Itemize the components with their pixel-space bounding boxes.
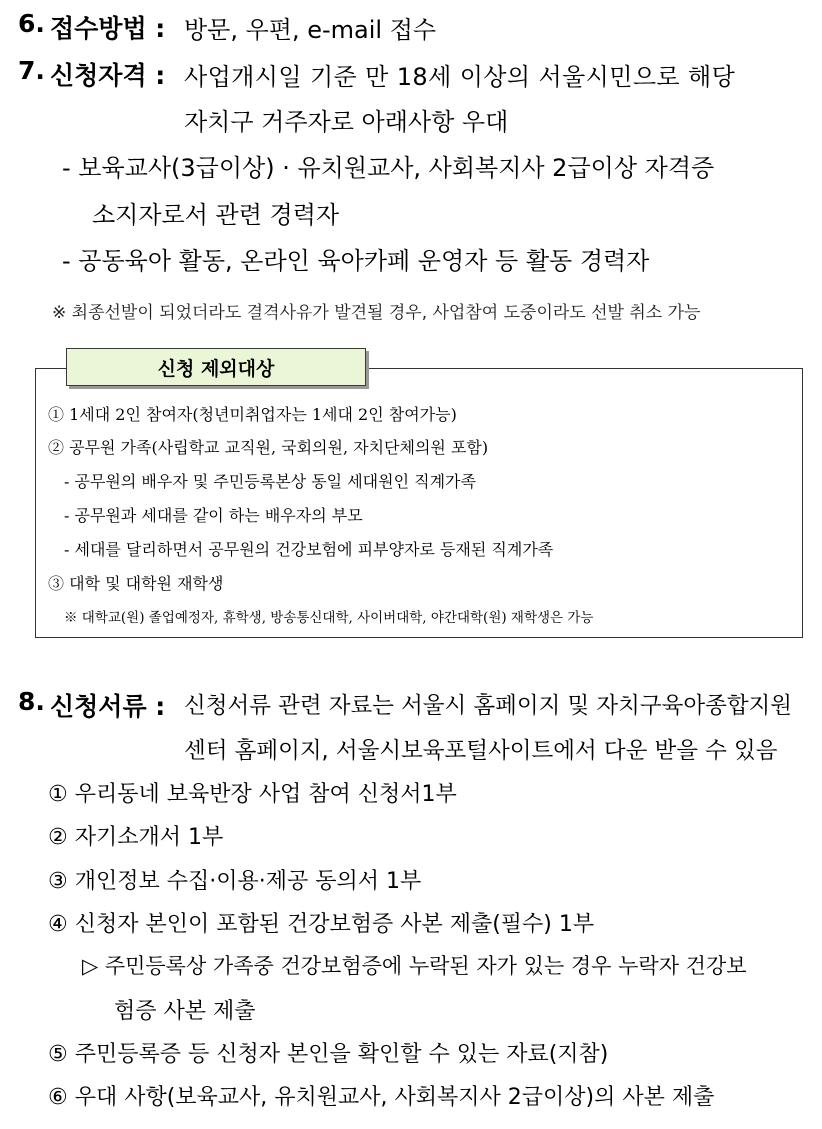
exclusion-box-title: 신청 제외대상 [66, 348, 366, 386]
section8-item-3: ③ 개인정보 수집·이용·제공 동의서 1부 [48, 869, 422, 894]
section7-line1: 사업개시일 기준 만 18세 이상의 서울시민으로 해당 [184, 63, 736, 91]
section8-subitem-line2: 험증 사본 제출 [114, 999, 256, 1024]
section7-note: ※ 최종선발이 되었더라도 결격사유가 발견될 경우, 사업참여 도중이라도 선발 취소 가능 [52, 303, 701, 323]
section8-item-5: ⑤ 주민등록증 등 신청자 본인을 확인할 수 있는 자료(지참) [48, 1042, 609, 1067]
exclusion-item-3: ③ 대학 및 대학원 재학생 [48, 574, 224, 593]
section6-value: 방문, 우편, e-mail 접수 [184, 16, 437, 44]
section6-key: 접수방법 : [50, 14, 166, 43]
section7-bullet1-line2: 소지자로서 관련 경력자 [92, 201, 340, 229]
section8-line2: 센터 홈페이지, 서울시보육포털사이트에서 다운 받을 수 있음 [184, 738, 778, 764]
section8-subitem-line1: ▷ 주민등록상 가족중 건강보험증에 누락된 자가 있는 경우 누락자 건강보 [82, 954, 747, 978]
section8-item-1: ① 우리동네 보육반장 사업 참여 신청서1부 [48, 782, 457, 807]
section8-item-2: ② 자기소개서 1부 [48, 825, 224, 850]
exclusion-subitem-3: - 세대를 달리하면서 공무원의 건강보험에 피부양자로 등재된 직계가족 [64, 540, 554, 559]
section8-line1: 신청서류 관련 자료는 서울시 홈페이지 및 자치구육아종합지원 [184, 693, 793, 719]
section8-item-4: ④ 신청자 본인이 포함된 건강보험증 사본 제출(필수) 1부 [48, 912, 595, 937]
exclusion-subitem-1: - 공무원의 배우자 및 주민등록본상 동일 세대원인 직계가족 [64, 472, 476, 491]
section8-key: 신청서류 : [50, 692, 166, 721]
section6-number: 6. [18, 9, 45, 38]
exclusion-note: ※ 대학교(원) 졸업예정자, 휴학생, 방송통신대학, 사이버대학, 야간대학(원) 재학생은 가능 [64, 610, 594, 626]
section7-bullet1-line1: - 보육교사(3급이상) · 유치원교사, 사회복지사 2급이상 자격증 [62, 154, 715, 182]
section7-bullet2: - 공동육아 활동, 온라인 육아카페 운영자 등 활동 경력자 [62, 247, 650, 275]
section7-key: 신청자격 : [50, 61, 166, 90]
exclusion-subitem-2: - 공무원과 세대를 같이 하는 배우자의 부모 [64, 506, 363, 525]
exclusion-item-1: ① 1세대 2인 참여자(청년미취업자는 1세대 2인 참여가능) [48, 405, 457, 424]
section8-item-6: ⑥ 우대 사항(보육교사, 유치원교사, 사회복지사 2급이상)의 사본 제출 [48, 1085, 715, 1110]
exclusion-item-2: ② 공무원 가족(사립학교 교직원, 국회의원, 자치단체의원 포함) [48, 438, 489, 457]
section7-number: 7. [18, 56, 45, 85]
section7-line2: 자치구 거주자로 아래사항 우대 [184, 108, 509, 136]
section8-number: 8. [18, 687, 45, 716]
